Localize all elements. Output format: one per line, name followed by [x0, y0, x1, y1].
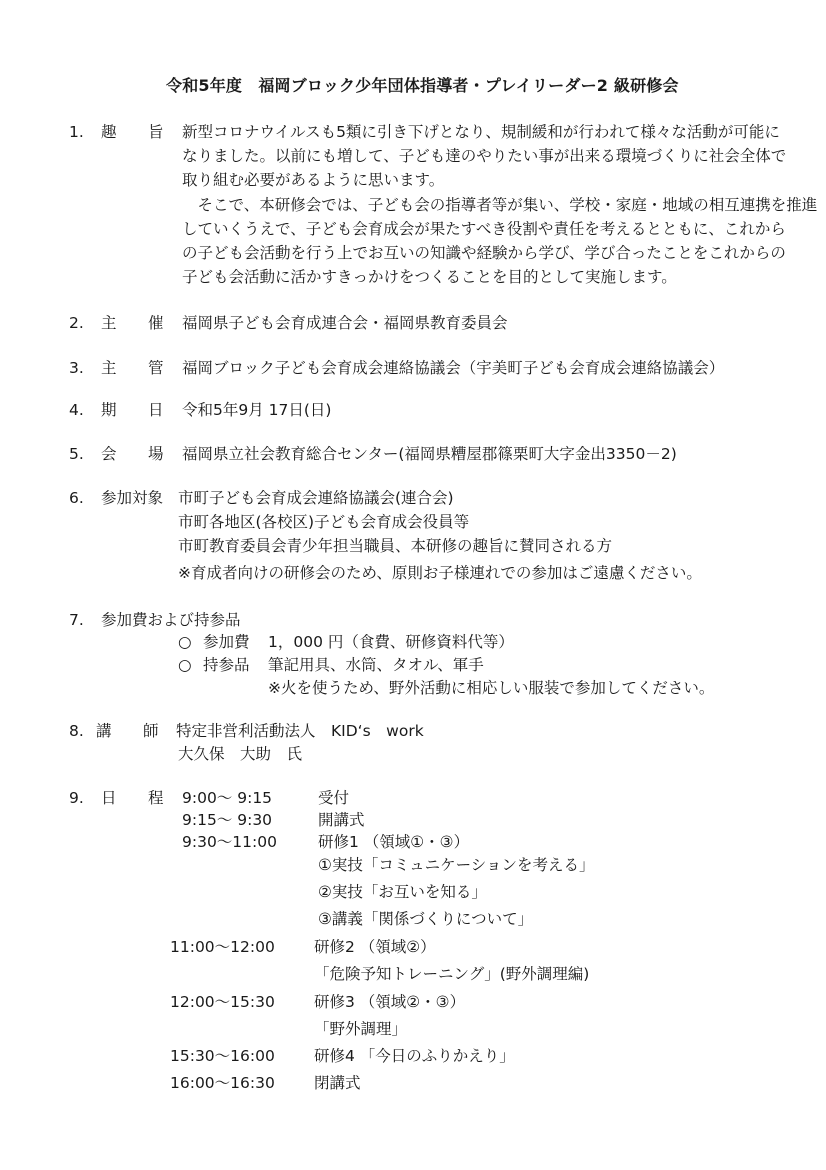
schedule-item: 受付	[318, 789, 350, 807]
items-bullet-icon: ○	[178, 656, 192, 674]
section-8-label-b: 師	[143, 722, 159, 740]
section-9-number: 9.	[69, 789, 84, 807]
schedule-item: ③講義「関係づくりについて」	[318, 910, 534, 928]
section-3-number: 3.	[69, 359, 84, 377]
schedule-time: 9:00～ 9:15	[182, 789, 273, 807]
section-7-number: 7.	[69, 611, 84, 629]
schedule-time: 16:00～16:30	[170, 1074, 275, 1092]
schedule-time: 9:15～ 9:30	[182, 811, 273, 829]
management-text: 福岡ブロック子ども会育成会連絡協議会（宇美町子ども会育成会連絡協議会）	[182, 359, 725, 377]
section-6-number: 6.	[69, 489, 84, 507]
schedule-item: ②実技「お互いを知る」	[318, 883, 487, 901]
venue-text: 福岡県立社会教育総合センター(福岡県糟屋郡篠栗町大字金出3350－2)	[182, 445, 677, 463]
section-1-label-a: 趣	[101, 123, 117, 141]
event-date-text: 令和5年9月 17日(日)	[182, 401, 332, 419]
section-8-label-a: 講	[96, 722, 112, 740]
schedule-item: 研修2 （領域②）	[314, 938, 436, 956]
section-9-label-b: 程	[148, 789, 164, 807]
target-line: 市町各地区(各校区)子ども会育成会役員等	[178, 513, 470, 531]
section-1-line: 子ども会活動に活かすきっかけをつくることを目的として実施します。	[182, 268, 677, 286]
target-note: ※育成者向けの研修会のため、原則お子様連れでの参加はご遠慮ください。	[178, 564, 702, 582]
section-1-line: していくうえで、子ども会育成会が果たすべき役割や責任を考えるとともに、これから	[182, 220, 786, 238]
section-3-label-b: 管	[148, 359, 164, 377]
section-4-label-a: 期	[101, 401, 117, 419]
section-5-label-a: 会	[101, 445, 117, 463]
target-line: 市町教育委員会青少年担当職員、本研修の趣旨に賛同される方	[178, 537, 613, 555]
section-2-number: 2.	[69, 314, 84, 332]
organizer-text: 福岡県子ども会育成連合会・福岡県教育委員会	[182, 314, 508, 332]
schedule-time: 11:00～12:00	[170, 938, 275, 956]
section-2-label-b: 催	[148, 314, 164, 332]
schedule-time: 15:30～16:00	[170, 1047, 275, 1065]
document-title: 令和5年度 福岡ブロック少年団体指導者・プレイリーダー2 級研修会	[166, 76, 679, 95]
section-4-number: 4.	[69, 401, 84, 419]
fee-label: 参加費	[203, 633, 250, 651]
schedule-item: 研修3 （領域②・③）	[314, 993, 466, 1011]
fee-bullet-icon: ○	[178, 633, 192, 651]
section-4-label-b: 日	[148, 401, 164, 419]
section-1-line: 新型コロナウイルスも5類に引き下げとなり、規制緩和が行われて様々な活動が可能に	[182, 123, 780, 141]
section-6-label: 参加対象	[101, 489, 164, 507]
items-note: ※火を使うため、野外活動に相応しい服装で参加してください。	[268, 679, 715, 697]
section-1-line: 取り組む必要があるように思います。	[182, 171, 445, 189]
schedule-item: ①実技「コミュニケーションを考える」	[318, 856, 595, 874]
section-1-number: 1.	[69, 123, 84, 141]
schedule-item: 「野外調理」	[314, 1020, 408, 1038]
schedule-item: 閉講式	[314, 1074, 361, 1092]
section-1-line: そこで、本研修会では、子ども会の指導者等が集い、学校・家庭・地域の相互連携を推進	[182, 196, 818, 214]
section-1-line: なりました。以前にも増して、子ども達のやりたい事が出来る環境づくりに社会全体で	[182, 147, 787, 165]
instructor-name: 大久保 大助 氏	[178, 745, 303, 763]
section-2-label-a: 主	[101, 314, 117, 332]
section-7-label: 参加費および持参品	[101, 611, 241, 629]
instructor-org: 特定非営利活動法人 KID‘s work	[176, 722, 424, 740]
schedule-item: 開講式	[318, 811, 365, 829]
schedule-time: 9:30～11:00	[182, 833, 277, 851]
fee-text: 1，000 円（食費、研修資料代等）	[268, 633, 514, 651]
section-1-line: の子ども会活動を行う上でお互いの知識や経験から学び、学び合ったことをこれからの	[182, 244, 786, 262]
schedule-item: 研修1 （領域①・③）	[318, 833, 470, 851]
section-8-number: 8.	[69, 722, 84, 740]
schedule-item: 研修4 「今日のふりかえり」	[314, 1047, 515, 1065]
section-1-label-b: 旨	[148, 123, 164, 141]
items-text: 筆記用具、水筒、タオル、軍手	[268, 656, 484, 674]
section-9-label-a: 日	[101, 789, 117, 807]
section-3-label-a: 主	[101, 359, 117, 377]
section-5-number: 5.	[69, 445, 84, 463]
section-5-label-b: 場	[148, 445, 164, 463]
target-line: 市町子ども会育成会連絡協議会(連合会)	[178, 489, 454, 507]
schedule-item: 「危険予知トレーニング」(野外調理編)	[314, 965, 590, 983]
schedule-time: 12:00～15:30	[170, 993, 275, 1011]
items-label: 持参品	[203, 656, 250, 674]
